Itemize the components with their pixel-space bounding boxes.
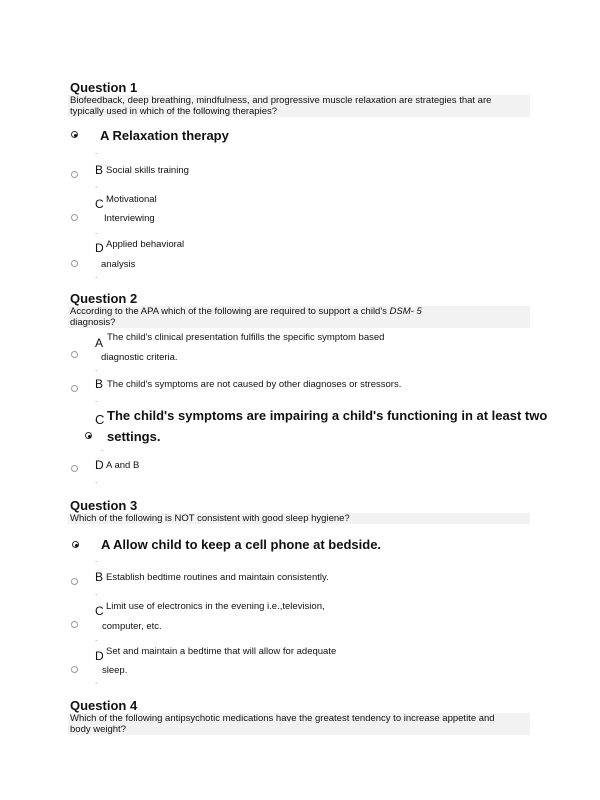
- question-2-option-c-radio[interactable]: [85, 432, 92, 439]
- question-2-text-line1: [70, 306, 528, 317]
- option-text: Allow child to keep a cell phone at bedside.: [113, 537, 382, 552]
- question-1-option-c-radio[interactable]: [71, 214, 78, 221]
- dot-marker: .: [95, 181, 98, 190]
- dot-marker: .: [95, 476, 98, 485]
- option-text: Relaxation therapy: [112, 128, 229, 143]
- question-2-option-b-text[interactable]: The child's symptoms are not caused by other diagnoses or stressors.: [107, 379, 402, 390]
- question-2-option-d-text[interactable]: A and B: [106, 460, 140, 471]
- question-3-option-d-radio[interactable]: [71, 666, 78, 673]
- question-3-option-c-radio[interactable]: [71, 621, 78, 628]
- dot-marker: .: [95, 555, 98, 564]
- question-1-option-a[interactable]: [100, 128, 229, 143]
- dot-marker: .: [101, 444, 104, 453]
- option-letter: C: [95, 604, 104, 618]
- question-3-option-a[interactable]: [101, 537, 381, 552]
- question-1-title: Question 1: [70, 80, 138, 95]
- dot-marker: .: [95, 588, 98, 597]
- option-letter: B: [95, 570, 104, 584]
- question-2-option-c-text[interactable]: The child's symptoms are impairing a child's functioning in at least two: [107, 408, 548, 423]
- dot-marker: .: [95, 227, 98, 236]
- question-1-option-c-text-line2[interactable]: Interviewing: [104, 213, 155, 224]
- question-1-text-line1: Biofeedback, deep breathing, mindfulness, and progressive muscle relaxation are strategies that are: [70, 95, 492, 106]
- question-2-option-c-text-line2[interactable]: settings.: [107, 429, 161, 444]
- question-1-option-c-text[interactable]: Motivational: [106, 194, 157, 205]
- question-1-option-a-radio[interactable]: [71, 131, 78, 138]
- question-1-option-b-text[interactable]: Social skills training: [106, 165, 189, 176]
- question-1-option-b-radio[interactable]: [71, 171, 78, 178]
- dot-marker: .: [95, 147, 98, 156]
- question-3-option-b-text[interactable]: Establish bedtime routines and maintain consistently.: [106, 572, 329, 583]
- question-2-option-b-radio[interactable]: [71, 385, 78, 392]
- dot-marker: .: [95, 395, 98, 404]
- question-3-title: Question 3: [70, 498, 138, 513]
- dot-marker: .: [95, 634, 98, 643]
- option-letter: A: [95, 336, 104, 350]
- option-letter: D: [95, 241, 104, 255]
- question-3-option-b-radio[interactable]: [71, 578, 78, 585]
- option-letter: D: [95, 458, 104, 472]
- question-4-title: Question 4: [70, 698, 138, 713]
- question-2-text: [68, 306, 530, 328]
- question-4-text-line1: Which of the following antipsychotic medications have the greatest tendency to increase appetite and: [70, 713, 495, 724]
- question-3-option-a-radio[interactable]: [72, 541, 79, 548]
- option-letter: C: [95, 197, 104, 211]
- question-3-option-c-text[interactable]: Limit use of electronics in the evening i.e.,television,: [106, 601, 325, 612]
- question-2-option-a-radio[interactable]: [71, 351, 78, 358]
- question-2-title: Question 2: [70, 291, 138, 306]
- question-1-option-d-text-line2[interactable]: analysis: [101, 259, 136, 270]
- dot-marker: .: [95, 271, 98, 280]
- question-1-text: [68, 95, 530, 117]
- question-1-option-d-text[interactable]: Applied behavioral: [106, 239, 185, 250]
- option-letter: B: [95, 377, 104, 391]
- question-3-option-d-text[interactable]: Set and maintain a bedtime that will allow for adequate: [106, 646, 337, 657]
- question-4-text: [68, 713, 530, 735]
- option-letter: D: [95, 649, 104, 663]
- dot-marker: .: [95, 364, 98, 373]
- option-letter: B: [95, 163, 104, 177]
- option-letter: C: [95, 412, 105, 427]
- question-1-option-d-radio[interactable]: [71, 260, 78, 267]
- question-3-text-line1: Which of the following is NOT consistent with good sleep hygiene?: [70, 513, 350, 524]
- question-3-option-c-text-line2[interactable]: computer, etc.: [102, 621, 162, 632]
- question-2-option-a-text-line2[interactable]: diagnostic criteria.: [101, 352, 178, 363]
- question-2-option-d-radio[interactable]: [71, 465, 78, 472]
- question-3-option-d-text-line2[interactable]: sleep.: [102, 665, 128, 676]
- option-letter: A: [100, 128, 109, 143]
- dot-marker: .: [95, 677, 98, 686]
- question-2-text-line2: diagnosis?: [70, 317, 116, 328]
- question-4-text-line2: body weight?: [70, 724, 126, 735]
- question-3-text: [68, 513, 530, 524]
- question-2-text-pre: According to the APA which of the following are required to support a child's: [70, 306, 387, 317]
- question-1-text-line2: typically used in which of the following therapies?: [70, 106, 278, 117]
- question-2-option-a-text[interactable]: The child's clinical presentation fulfills the specific symptom based: [107, 332, 385, 343]
- question-2-text-italic: DSM- 5: [389, 306, 422, 317]
- option-letter: A: [101, 537, 110, 552]
